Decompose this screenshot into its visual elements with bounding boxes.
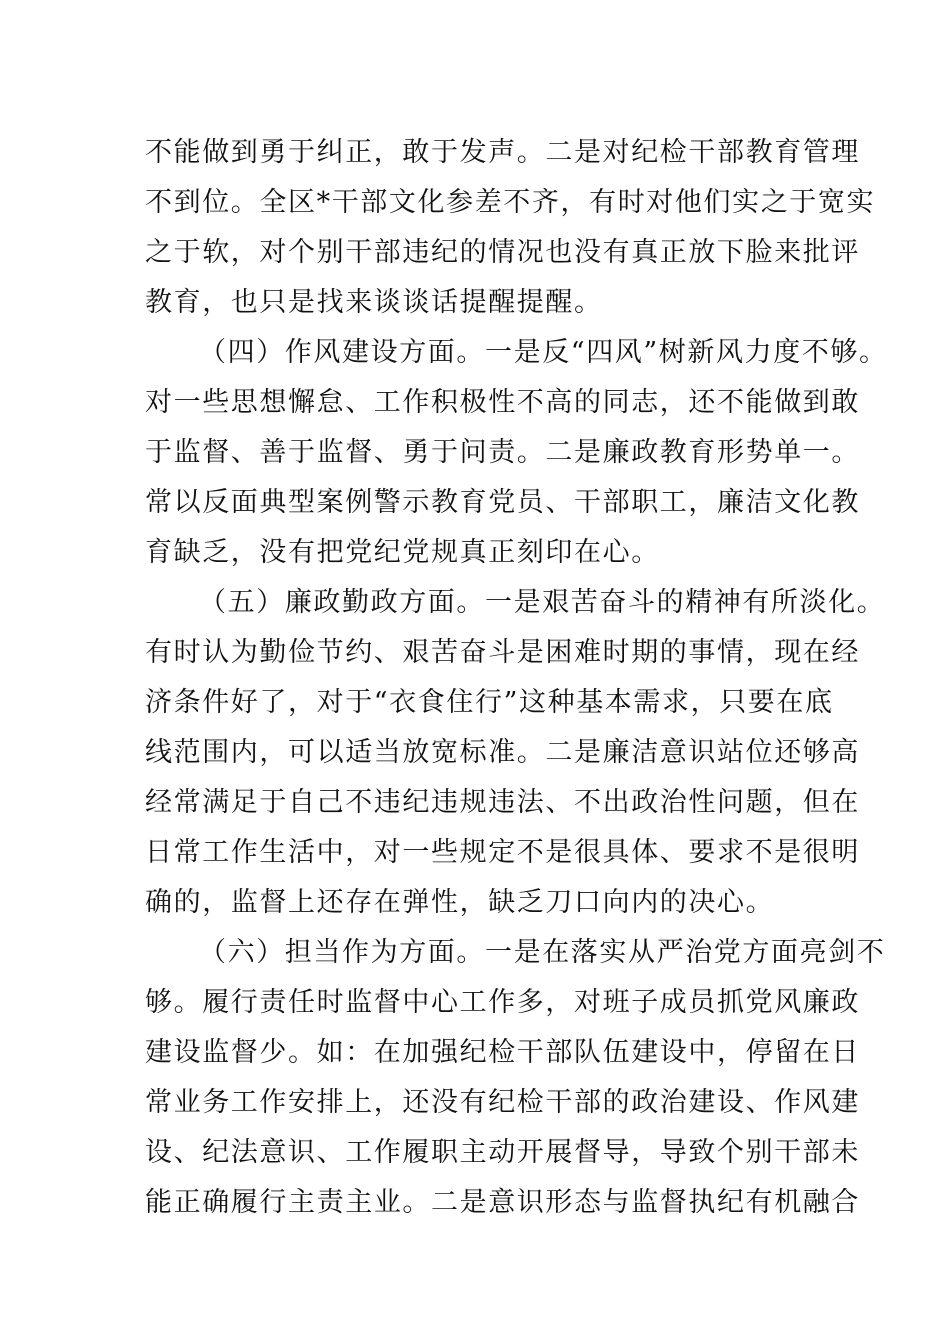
- text-line: 常业务工作安排上，还没有纪检干部的政治建设、作风建: [145, 1087, 860, 1118]
- text-line: 够。履行责任时监督中心工作多，对班子成员抓党风廉政: [145, 987, 860, 1018]
- text-line: 之于软，对个别干部违纪的情况也没有真正放下脸来批评: [145, 237, 860, 268]
- text-line: 建设监督少。如：在加强纪检干部队伍建设中，停留在日: [145, 1037, 860, 1068]
- text-line: 线范围内，可以适当放宽标准。二是廉洁意识站位还够高: [145, 737, 860, 768]
- text-line: 对一些思想懈怠、工作积极性不高的同志，还不能做到敢: [145, 387, 860, 418]
- text-line: 常以反面典型案例警示教育党员、干部职工，廉洁文化教: [145, 487, 860, 518]
- section-heading-line: （五）廉政勤政方面。一是艰苦奋斗的精神有所淡化。: [199, 587, 886, 618]
- document-body: [145, 128, 888, 1228]
- text-line: 确的，监督上还存在弹性，缺乏刀口向内的决心。: [145, 887, 775, 918]
- text-line: 不能做到勇于纠正，敢于发声。二是对纪检干部教育管理: [145, 137, 860, 168]
- text-line: 设、纪法意识、工作履职主动开展督导，导致个别干部未: [145, 1137, 860, 1168]
- text-line: 经常满足于自己不违纪违规违法、不出政治性问题，但在: [145, 787, 860, 818]
- text-line: 不到位。全区*干部文化参差不齐，有时对他们实之于宽实: [145, 187, 876, 218]
- text-line: 济条件好了，对于“衣食住行”这种基本需求，只要在底: [145, 687, 834, 718]
- section-heading-line: （四）作风建设方面。一是反“四风”树新风力度不够。: [199, 337, 888, 368]
- text-line: 能正确履行主责主业。二是意识形态与监督执纪有机融合: [145, 1187, 860, 1218]
- text-line: 日常工作生活中，对一些规定不是很具体、要求不是很明: [145, 837, 860, 868]
- text-line: 于监督、善于监督、勇于问责。二是廉政教育形势单一。: [145, 437, 860, 468]
- text-line: 教育，也只是找来谈谈话提醒提醒。: [145, 287, 603, 318]
- text-line: 有时认为勤俭节约、艰苦奋斗是困难时期的事情，现在经: [145, 637, 860, 668]
- section-heading-line: （六）担当作为方面。一是在落实从严治党方面亮剑不: [199, 937, 886, 968]
- text-line: 育缺乏，没有把党纪党规真正刻印在心。: [145, 537, 660, 568]
